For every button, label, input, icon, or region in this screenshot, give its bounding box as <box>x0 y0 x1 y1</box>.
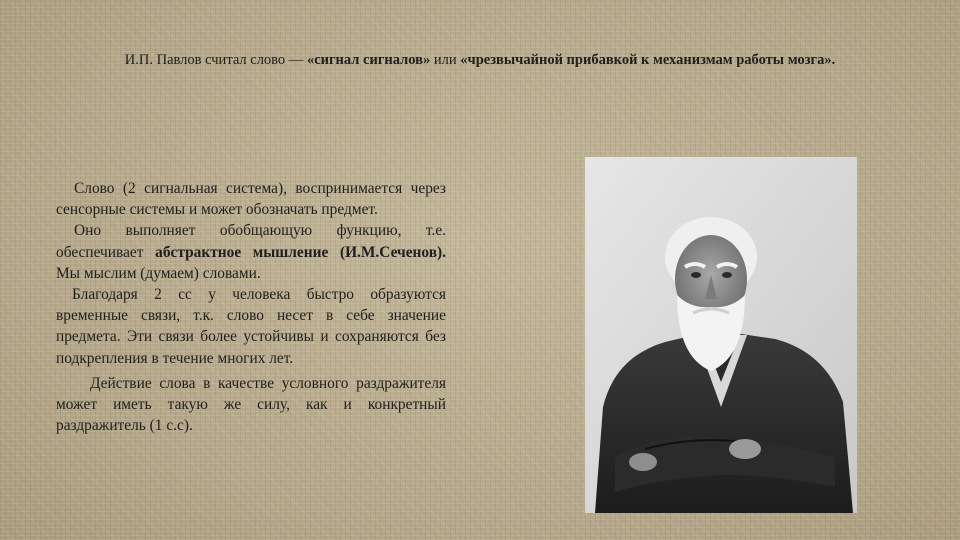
title-term-signal: «сигнал сигналов» <box>306 52 431 68</box>
paragraph-stimulus: Действие слова в качестве условного раздражителя может иметь такую же силу, как и конкретный раздражитель (1 с.с). <box>56 374 446 435</box>
paragraph-abstract-end: Мы мыслим (думаем) словами. <box>56 264 261 282</box>
paragraph-abstract <box>56 220 446 284</box>
title-middle: или <box>430 52 461 68</box>
slide-body <box>56 178 446 436</box>
paragraph-word: Слово (2 сигнальная система), воспринимается через сенсорные системы и может обозначать предмет. <box>56 180 446 219</box>
title-prefix: И.П. Павлов считал слово — <box>124 52 307 68</box>
title-term-addition: «чрезвычайной прибавкой к механизмам работы мозга». <box>460 52 836 68</box>
paragraph-abstract-bold: абстрактное мышление (И.М.Сеченов). <box>155 243 446 261</box>
paragraph-connections: Благодаря 2 сс у человека быстро образуются временные связи, т.к. слово несет в себе значение предмета. Эти связи более устойчивы и сохраняются без подкрепления в течение многих лет. <box>56 286 446 367</box>
portrait-illustration <box>585 157 857 513</box>
slide-title <box>40 50 920 70</box>
portrait-photo <box>585 157 857 513</box>
paragraph-abstract-start: Оно выполняет обобщающую функцию, т.е. обеспечивает <box>56 222 446 261</box>
